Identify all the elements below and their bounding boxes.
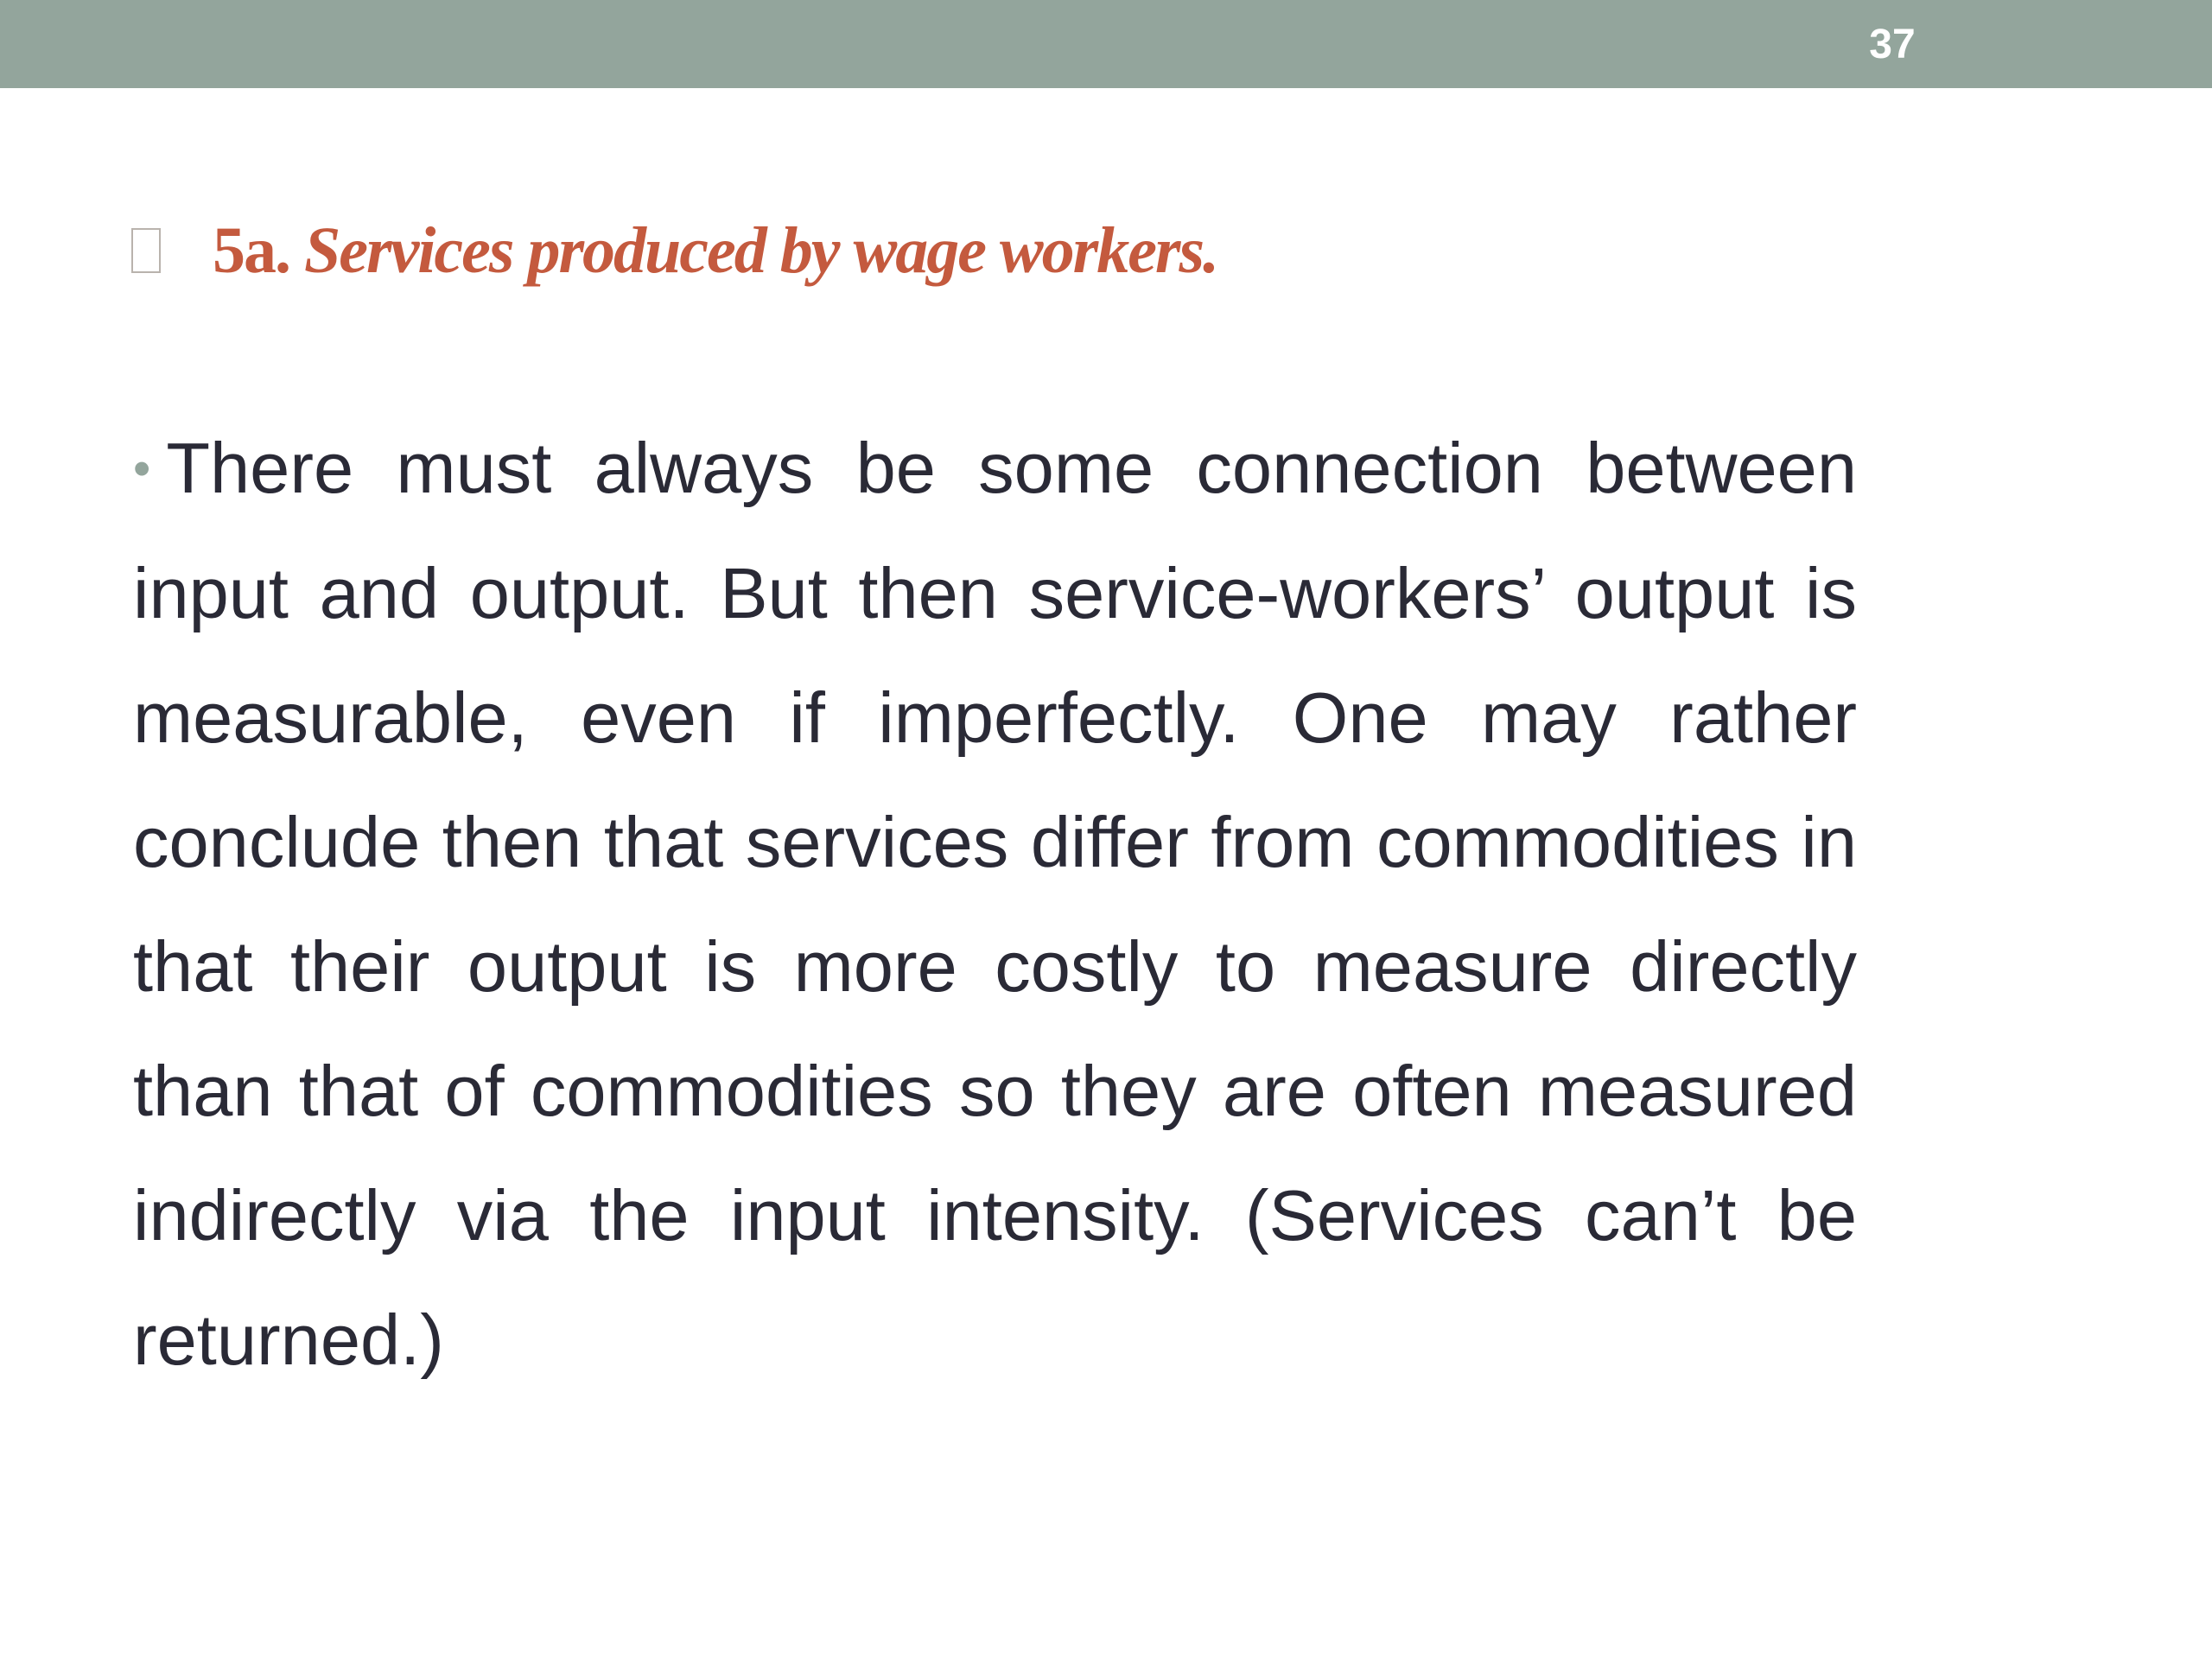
slide-heading — [213, 203, 1217, 298]
slide-number: 37 — [1869, 22, 1916, 67]
heading-row — [131, 203, 1217, 298]
bullet-paragraph — [133, 406, 1857, 1402]
top-bar — [0, 0, 2212, 88]
heading-title: Services produced by wage workers. — [304, 214, 1218, 287]
bullet-dot-icon: • — [133, 441, 151, 497]
bullet-text: There must always be some connection between input and output. But then service-workers’ output is measurable, even if imperfectly. One may rather conclude then that services differ from commodities in that their output is more costly to measure directly than that of commodities so they are often measured indirectly via the input intensity. (Services can’t be returned.) — [133, 428, 1857, 1380]
checkbox-square-icon — [131, 228, 161, 273]
heading-number: 5a. — [213, 214, 289, 287]
